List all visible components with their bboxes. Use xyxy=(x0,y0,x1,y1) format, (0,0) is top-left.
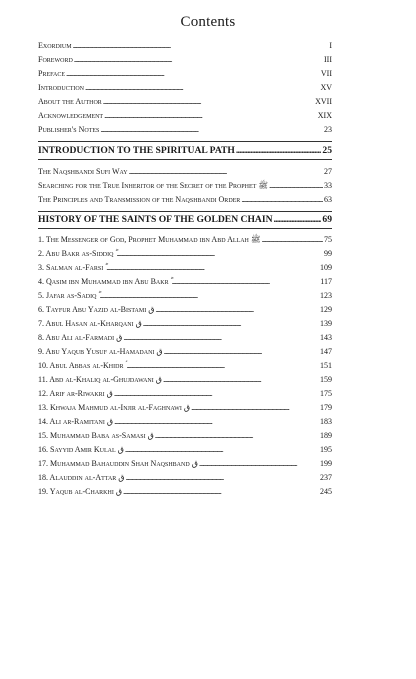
toc-entry-page: 143 xyxy=(320,333,332,342)
toc-entry[interactable] xyxy=(38,374,332,386)
toc-entry[interactable] xyxy=(38,96,332,108)
section-rule xyxy=(38,211,332,212)
toc-entry[interactable] xyxy=(38,68,332,80)
toc-entry[interactable] xyxy=(38,304,332,316)
toc-entry-label: 11. Abd al-Khaliq al-Ghujdawani ق xyxy=(38,375,162,384)
toc-entry-label: 17. Muhammad Bahauddin Shah Naqshband ق xyxy=(38,459,198,468)
toc-entry[interactable] xyxy=(38,54,332,66)
toc-entry-page: 183 xyxy=(320,417,332,426)
section-heading-label: INTRODUCTION TO THE SPIRITUAL PATH xyxy=(38,145,235,156)
toc-entry[interactable] xyxy=(38,402,332,414)
toc-entry-label: Introduction xyxy=(38,83,84,92)
section-heading[interactable] xyxy=(38,213,332,227)
toc-entry-label: 12. Arif ar-Riwakri ق xyxy=(38,389,113,398)
toc-entry-page: 151 xyxy=(320,361,332,370)
page-title: Contents xyxy=(180,14,236,30)
toc-entry-label: The Principles and Transmission of the Naqshbandi Order xyxy=(38,195,241,204)
toc-entry-page: 179 xyxy=(320,403,332,412)
toc-entry-page: 117 xyxy=(320,277,332,286)
toc-entry[interactable] xyxy=(38,124,332,136)
toc-entry-label: 15. Muhammad Baba as-Samasi ق xyxy=(38,431,154,440)
toc-entry[interactable] xyxy=(38,416,332,428)
toc-entry-page: 27 xyxy=(324,167,332,176)
toc-entry[interactable] xyxy=(38,82,332,94)
leader-dots xyxy=(262,234,323,246)
toc-entry-label: 8. Abu Ali al-Farmadi ق xyxy=(38,333,123,342)
section-heading-page: 69 xyxy=(322,214,332,225)
toc-entry-label: 2. Abu Bakr as-Siddiq ؓ xyxy=(38,249,116,258)
leader-dots xyxy=(129,166,323,178)
toc-entry-label: 13. Khwaja Mahmud al-Injir al-Faghnawi ق xyxy=(38,403,191,412)
leader-dots xyxy=(143,318,319,330)
leader-dots xyxy=(123,486,319,498)
toc-entry[interactable] xyxy=(38,180,332,192)
leader-dots xyxy=(191,402,319,414)
toc-entry-page: I xyxy=(329,41,332,50)
leader-dots xyxy=(125,444,319,456)
toc-entry-label: 10. Abul Abbas al-Khidr ؑ xyxy=(38,361,126,370)
toc-entry-page: VII xyxy=(320,69,332,78)
leader-dots xyxy=(155,430,319,442)
toc-entry-page: 147 xyxy=(320,347,332,356)
toc-entry-label: Publisher's Notes xyxy=(38,125,100,134)
leader-dots xyxy=(104,110,317,122)
toc-entry-label: Foreword xyxy=(38,55,73,64)
toc-entry-label: The Naqshbandi Sufi Way xyxy=(38,167,128,176)
leader-dots xyxy=(236,144,322,158)
toc-entry-label: 6. Tayfur Abu Yazid al-Bistami ق xyxy=(38,305,155,314)
toc-entry[interactable] xyxy=(38,318,332,330)
toc-entry-label: 16. Sayyid Amir Kulal ق xyxy=(38,445,124,454)
leader-dots xyxy=(274,213,322,227)
toc-entry-page: 75 xyxy=(324,235,332,244)
toc-entry-page: XIX xyxy=(317,111,332,120)
toc-entry-label: 4. Qasim ibn Muhammad ibn Abu Bakr ؓ xyxy=(38,277,171,286)
toc-entry-page: 195 xyxy=(320,445,332,454)
toc-entry-label: 1. The Messenger of God, Prophet Muhammad ibn Abd Allah ﷺ xyxy=(38,235,261,244)
toc-entry-page: 129 xyxy=(320,305,332,314)
toc-entry-label: Searching for the True Inheritor of the Secret of the Prophet ﷺ xyxy=(38,181,268,190)
leader-dots xyxy=(116,248,323,260)
leader-dots xyxy=(85,82,319,94)
leader-dots xyxy=(164,346,319,358)
toc-entry-page: XV xyxy=(320,83,332,92)
section-rule xyxy=(38,228,332,229)
toc-entry-page: III xyxy=(324,55,332,64)
toc-entry[interactable] xyxy=(38,430,332,442)
leader-dots xyxy=(73,40,329,52)
section-heading-label: HISTORY OF THE SAINTS OF THE GOLDEN CHAIN xyxy=(38,214,273,225)
toc-entry-label: 18. Alauddin al-Attar ق xyxy=(38,473,125,482)
leader-dots xyxy=(155,304,319,316)
toc-entry[interactable] xyxy=(38,166,332,178)
toc-entry-label: 7. Abul Hasan al-Kharqani ق xyxy=(38,319,142,328)
toc-entry[interactable] xyxy=(38,458,332,470)
toc-entry-page: 123 xyxy=(320,291,332,300)
toc-entry-page: 237 xyxy=(320,473,332,482)
leader-dots xyxy=(99,290,319,302)
section-heading[interactable] xyxy=(38,144,332,158)
toc-entry-page: 109 xyxy=(320,263,332,272)
leader-dots xyxy=(269,180,323,192)
toc-entry[interactable] xyxy=(38,276,332,288)
toc-entry[interactable] xyxy=(38,486,332,498)
toc-entry-page: 23 xyxy=(324,125,332,134)
toc-entry-label: 9. Abu Yaqub Yusuf al-Hamadani ق xyxy=(38,347,163,356)
leader-dots xyxy=(126,472,319,484)
leader-dots xyxy=(103,96,314,108)
toc-entry-page: 159 xyxy=(320,375,332,384)
leader-dots xyxy=(74,54,323,66)
toc-entry[interactable] xyxy=(38,444,332,456)
leader-dots xyxy=(126,360,319,372)
section-rule xyxy=(38,141,332,142)
leader-dots xyxy=(106,262,319,274)
toc-entry[interactable] xyxy=(38,388,332,400)
toc-entry-label: About the Author xyxy=(38,97,102,106)
toc-entry[interactable] xyxy=(38,472,332,484)
toc-entry-label: 14. Ali ar-Ramitani ق xyxy=(38,417,114,426)
toc-entry-page: 139 xyxy=(320,319,332,328)
leader-dots xyxy=(114,416,319,428)
toc-entry[interactable] xyxy=(38,290,332,302)
toc-entry[interactable] xyxy=(38,346,332,358)
leader-dots xyxy=(172,276,320,288)
toc-entry-page: 245 xyxy=(320,487,332,496)
toc-entry[interactable] xyxy=(38,40,332,52)
toc-entry-label: Preface xyxy=(38,69,66,78)
toc-entry-label: 5. Jafar as-Sadiq ؓ xyxy=(38,291,99,300)
toc-entry-page: 189 xyxy=(320,431,332,440)
toc-entry-page: 63 xyxy=(324,195,332,204)
leader-dots xyxy=(199,458,319,470)
leader-dots xyxy=(100,124,323,136)
leader-dots xyxy=(163,374,319,386)
toc-entry[interactable] xyxy=(38,110,332,122)
toc-entry-label: 3. Salman al-Farsi ؓ xyxy=(38,263,106,272)
toc-entry[interactable] xyxy=(38,332,332,344)
section-rule xyxy=(38,159,332,160)
toc-entry-page: XVII xyxy=(315,97,332,106)
toc-entry[interactable] xyxy=(38,194,332,206)
leader-dots xyxy=(114,388,319,400)
toc-entry-page: 199 xyxy=(320,459,332,468)
toc-entry[interactable] xyxy=(38,248,332,260)
toc-entry-page: 99 xyxy=(324,249,332,258)
leader-dots xyxy=(66,68,320,80)
toc-entry-page: 175 xyxy=(320,389,332,398)
toc-entry-page: 33 xyxy=(324,181,332,190)
toc-entry-label: Acknowledgement xyxy=(38,111,104,120)
toc-entry-label: 19. Yaqub al-Charkhi ق xyxy=(38,487,123,496)
toc-entry[interactable] xyxy=(38,262,332,274)
toc-entry[interactable] xyxy=(38,234,332,246)
toc-entry-label: Exordium xyxy=(38,41,72,50)
leader-dots xyxy=(241,194,323,206)
section-heading-page: 25 xyxy=(322,145,332,156)
toc-entry[interactable] xyxy=(38,360,332,372)
leader-dots xyxy=(123,332,319,344)
